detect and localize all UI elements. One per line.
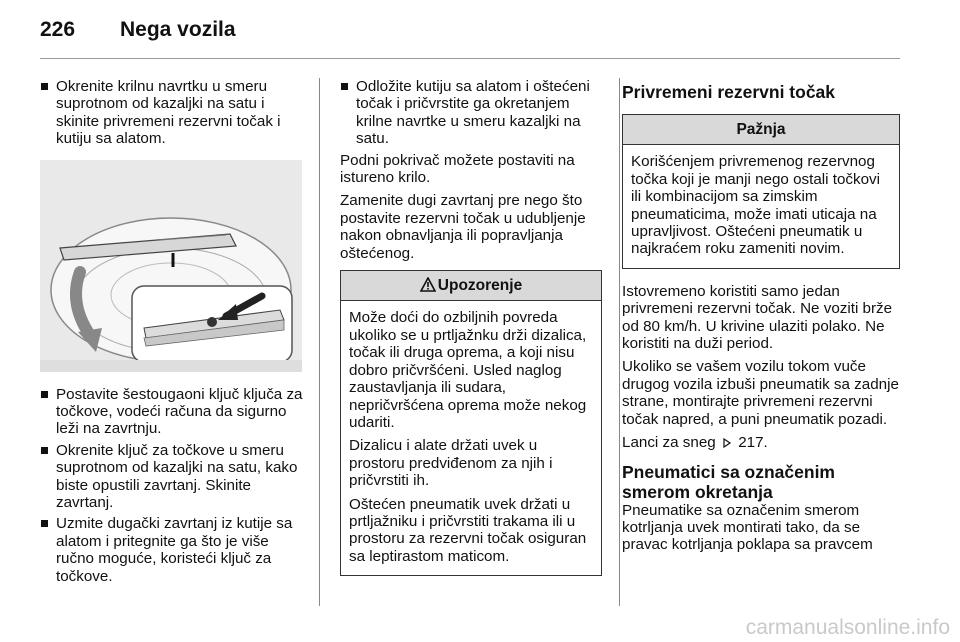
warning-icon	[420, 277, 436, 292]
bullet-square	[341, 83, 348, 90]
warning-paragraph: Dizalicu i alate držati uvek u prostoru predviđenom za njih i pričvrstiti ih.	[349, 437, 553, 490]
paragraph: Ukoliko se vašem vozilu tokom vuče drugog vozila izbuši pneumatik sa zadnje strane, montirajte privremeni rezervni točak napred, a puni pneumatik pozadi.	[622, 358, 899, 428]
subsection-heading: Pneumatici sa označenim smerom okretanja	[622, 461, 835, 502]
column-1	[40, 78, 306, 589]
illustration-svg	[40, 160, 302, 372]
notice-body	[623, 145, 899, 267]
notice-header: Pažnja	[623, 115, 899, 145]
warning-header	[341, 271, 601, 301]
column-3	[622, 78, 900, 560]
list-item: Postavite šestougaoni ključ ključa za točkove, vodeći računa da sigurno leži na zavrtnju.	[40, 386, 306, 438]
notice-paragraph: Korišćenjem privremenog rezervnog točka koji je manji nego ostali točkovi ili kombinacijom sa zimskim pneumaticima, može imati uticaja na upravljivost. Oštećeni pneumatik u najkraćem roku zameniti novim.	[631, 153, 881, 258]
wheel-well-illustration	[40, 160, 302, 372]
bullet-square	[41, 83, 48, 90]
cross-reference-link[interactable]: 217.	[738, 434, 768, 452]
page-number: 226	[40, 18, 76, 41]
warning-paragraph: Može doći do ozbiljnih povreda ukoliko se u prtljažnku drži dizalica, točak ili druga oprema, a koji nisu dobro pričvršćeni. Usled naglog zaustavljanja ili sudara, nepričvršćena oprema može nekog udariti.	[349, 309, 587, 431]
column-divider	[319, 78, 320, 606]
warning-box	[340, 270, 602, 576]
list-item: Okrenite ključ za točkove u smeru suprotnom od kazaljki na satu, kako biste opustili zavrtanj. Skinite zavrtanj.	[40, 442, 306, 512]
column-divider	[619, 78, 620, 606]
list-item: Uzmite dugački zavrtanj iz kutije sa alatom i pritegnite ga što je više ručno moguće, koristeći ključ za točkove.	[40, 515, 306, 585]
warning-body	[341, 301, 601, 575]
section-heading: Privremeni rezervni točak	[622, 82, 836, 102]
paragraph: Pneumatike sa označenim smerom kotrljanja uvek montirati tako, da se pravac kotrljanja poklapa sa pravcem	[622, 501, 873, 554]
page-reference-icon	[722, 438, 732, 448]
bullet-square	[41, 391, 48, 398]
bullet-square	[41, 447, 48, 454]
paragraph: Istovremeno koristiti samo jedan privremeni rezervni točak. Ne voziti brže od 80 km/h. U krivine ulaziti polako. Ne koristiti na duži period.	[622, 282, 893, 353]
list-item: Odložite kutiju sa alatom i oštećeni točak i pričvrstite ga okretanjem krilne navrtke u smeru kazaljki na satu.	[340, 78, 602, 148]
header-rule	[40, 58, 900, 59]
column-2	[340, 78, 602, 590]
list-item: Okrenite krilnu navrtku u smeru suprotnom od kazaljki na satu i skinite privremeni rezervni točak i kutiju sa alatom.	[40, 78, 306, 148]
notice-box	[622, 114, 900, 269]
paragraph: Zamenite dugi zavrtanj pre nego što postavite rezervni točak u udubljenje nakon obnavljanja ili popravljanja oštećenog.	[340, 192, 586, 262]
paragraph: Podni pokrivač možete postaviti na istureno krilo.	[340, 151, 575, 187]
bullet-square	[41, 520, 48, 527]
warning-title: Upozorenje	[437, 277, 523, 295]
warning-paragraph: Oštećen pneumatik uvek držati u prtljažniku i pričvrstiti trakama ili u prostoru za rezervni točak osiguran sa leptirastom maticom.	[349, 495, 587, 565]
cross-reference: Lanci za sneg 217.	[622, 434, 768, 452]
watermark: carmanualsonline.info	[745, 616, 950, 639]
page-title: Nega vozila	[120, 18, 236, 41]
